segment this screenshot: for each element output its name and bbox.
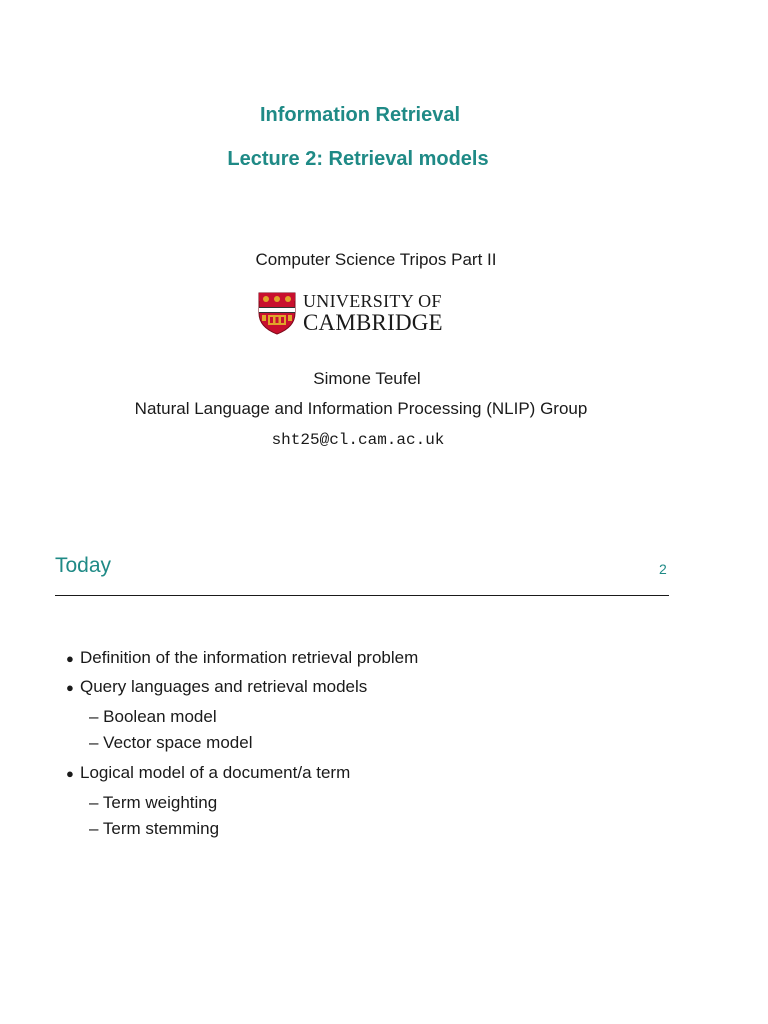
- sub-bullet: – Vector space model: [89, 733, 253, 752]
- title-divider: [55, 595, 669, 596]
- sub-bullet: – Boolean model: [89, 707, 217, 726]
- bullet-item: [66, 763, 350, 783]
- bullet-item: [66, 648, 418, 668]
- lecture-title: Lecture 2: Retrieval models: [227, 148, 489, 170]
- slide-title: Today: [55, 554, 112, 577]
- bullet-icon: ●: [66, 680, 74, 695]
- bullet-item: [66, 677, 367, 697]
- sub-bullet: – Term weighting: [89, 793, 218, 812]
- logo-line-2: CAMBRIDGE: [303, 310, 443, 335]
- bullet-text: Definition of the information retrieval problem: [80, 648, 419, 667]
- sub-bullet: – Term stemming: [89, 819, 220, 838]
- logo-line-1: UNIVERSITY OF: [303, 291, 442, 311]
- author-name: Simone Teufel: [313, 369, 421, 388]
- cambridge-coat-of-arms-icon: [257, 291, 297, 335]
- page-number: 2: [659, 561, 667, 577]
- university-logo: [257, 291, 467, 335]
- bullet-text: Logical model of a document/a term: [80, 763, 351, 782]
- bullet-text: Query languages and retrieval models: [80, 677, 368, 696]
- bullet-icon: ●: [66, 651, 74, 666]
- bullet-icon: ●: [66, 766, 74, 781]
- course-name: Computer Science Tripos Part II: [255, 250, 497, 269]
- document-title: Information Retrieval: [259, 104, 461, 126]
- research-group: Natural Language and Information Processing (NLIP) Group: [134, 399, 588, 418]
- author-email: sht25@cl.cam.ac.uk: [271, 431, 445, 449]
